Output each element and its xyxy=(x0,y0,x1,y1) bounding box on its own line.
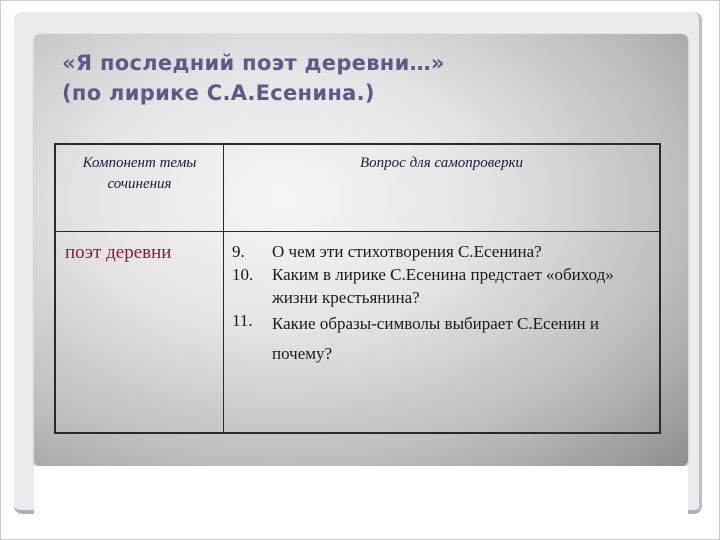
table-header-row xyxy=(55,144,660,232)
questions-cell xyxy=(224,232,661,434)
question-table xyxy=(54,143,661,434)
header-topic-component: Компонент темы сочинения xyxy=(55,144,224,232)
question-number: 11. xyxy=(232,311,253,330)
question-number: 10. xyxy=(232,265,254,284)
header-self-check-question: Вопрос для самопроверки xyxy=(224,144,661,232)
title-line-1: «Я последний поэт деревни…» xyxy=(62,51,445,75)
question-text: О чем эти стихотворения С.Есенина? xyxy=(272,242,542,261)
list-item xyxy=(232,309,659,369)
title-line-2: (по лирике С.А.Есенина.) xyxy=(62,81,375,105)
question-text: Каким в лирике С.Есенина предстает «обиход» жизни крестьянина? xyxy=(272,265,614,307)
question-number: 9. xyxy=(232,242,245,261)
topic-cell: поэт деревни xyxy=(55,232,224,434)
table-row xyxy=(55,232,660,434)
question-text: Какие образы-символы выбирает С.Есенин и почему? xyxy=(272,314,599,363)
list-item xyxy=(232,240,659,263)
slide-title xyxy=(62,48,662,108)
footer-area xyxy=(34,466,688,514)
questions-list xyxy=(232,240,659,369)
list-item xyxy=(232,263,659,309)
